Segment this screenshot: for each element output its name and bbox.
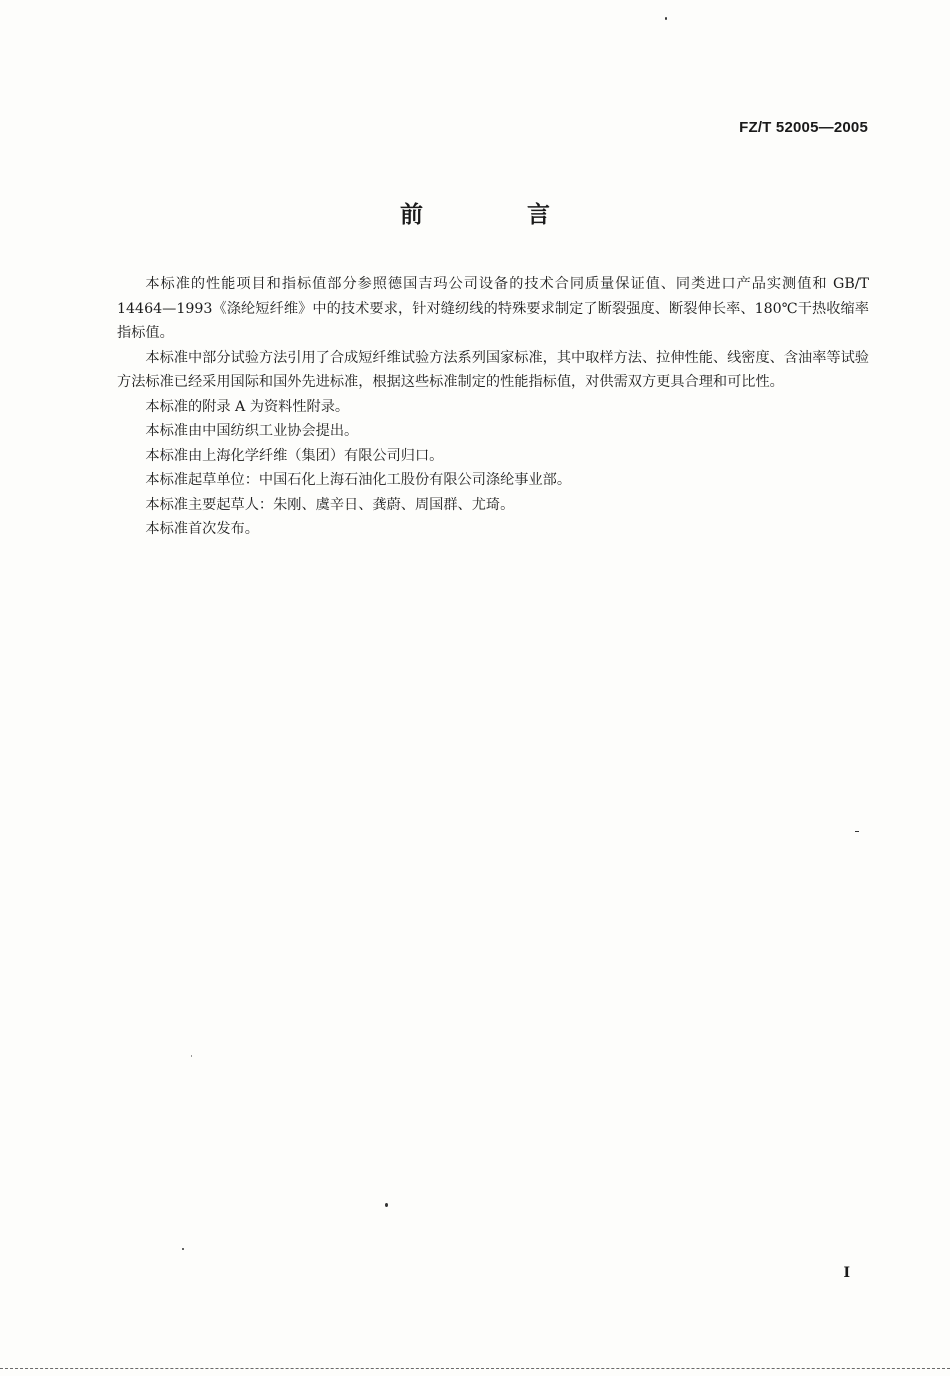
paragraph: 本标准由上海化学纤维（集团）有限公司归口。 [145, 447, 444, 464]
paragraph: 本标准首次发布。 [145, 521, 259, 537]
paragraph: 本标准起草单位：中国石化上海石油化工股份有限公司涤纶事业部。 [145, 472, 572, 488]
standard-number: FZ/T 52005—2005 [739, 119, 868, 136]
paragraph: 本标准由中国纺织工业协会提出。 [145, 423, 359, 439]
paragraph: 本标准的附录 A 为资料性附录。 [145, 398, 350, 415]
foreword-body [117, 272, 869, 542]
page-title: 前 言 [399, 202, 598, 228]
scan-speck [182, 1248, 184, 1250]
bottom-scan-edge [0, 1368, 950, 1369]
scan-speck [385, 1203, 388, 1207]
paragraph: 本标准中部分试验方法引用了合成短纤维试验方法系列国家标准，其中取样方法、拉伸性能、线密度、含油率等试验方法标准已经采用国际和国外先进标准，根据这些标准制定的性能指标值，对供需双方更具合理和可比性。 [117, 349, 869, 390]
paragraph: 本标准的性能项目和指标值部分参照德国吉玛公司设备的技术合同质量保证值、同类进口产品实测值和 GB/T 14464—1993《涤纶短纤维》中的技术要求，针对缝纫线的特殊要求制定了断裂强度、断裂伸长率、180℃干热收缩率指标值。 [117, 276, 869, 341]
paragraph: 本标准主要起草人：朱刚、虞辛日、龚蔚、周国群、尤琦。 [145, 496, 515, 513]
page-number: I [843, 1265, 850, 1281]
scan-speck [665, 17, 667, 20]
scan-speck [855, 831, 859, 832]
scan-speck [191, 1055, 192, 1057]
